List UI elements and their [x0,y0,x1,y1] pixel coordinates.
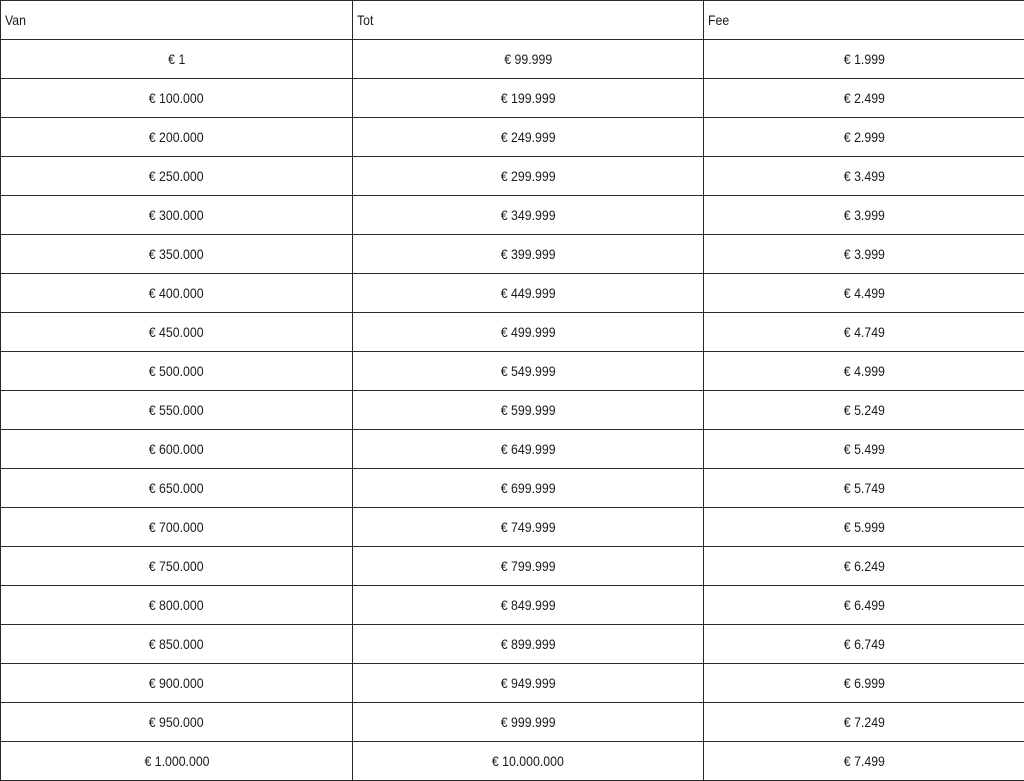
cell-tot [353,235,704,274]
cell-value: € 400.000 [149,285,204,301]
cell-value: € 300.000 [149,207,204,223]
cell-value: € 749.999 [501,519,556,535]
table-header [1,1,1024,40]
cell-value: € 6.499 [844,597,885,613]
cell-value: € 499.999 [501,324,556,340]
cell-van [1,547,353,586]
table-row [1,625,1024,664]
cell-van [1,586,353,625]
cell-van [1,703,353,742]
cell-value: € 800.000 [149,597,204,613]
cell-fee [704,313,1024,352]
cell-value: € 650.000 [149,480,204,496]
table-row [1,547,1024,586]
cell-van [1,274,353,313]
cell-tot [353,703,704,742]
cell-value: € 3.499 [844,168,885,184]
cell-value: € 550.000 [149,402,204,418]
cell-value: € 7.249 [844,714,885,730]
table-row [1,40,1024,79]
cell-value: € 299.999 [501,168,556,184]
table-row [1,664,1024,703]
column-header-tot [353,1,704,40]
cell-tot [353,391,704,430]
cell-value: € 1.999 [844,51,885,67]
table-row [1,157,1024,196]
cell-tot [353,40,704,79]
cell-value: € 349.999 [501,207,556,223]
cell-tot [353,625,704,664]
cell-fee [704,40,1024,79]
cell-value: € 1 [168,51,185,67]
cell-value: € 600.000 [149,441,204,457]
cell-van [1,118,353,157]
cell-value: € 700.000 [149,519,204,535]
cell-fee [704,469,1024,508]
cell-value: € 6.999 [844,675,885,691]
cell-value: € 799.999 [501,558,556,574]
table-row [1,235,1024,274]
cell-tot [353,352,704,391]
cell-van [1,157,353,196]
table-row [1,79,1024,118]
cell-value: € 999.999 [501,714,556,730]
cell-value: € 5.499 [844,441,885,457]
cell-value: € 699.999 [501,480,556,496]
cell-tot [353,79,704,118]
cell-value: € 5.999 [844,519,885,535]
cell-van [1,391,353,430]
cell-fee [704,391,1024,430]
cell-value: € 4.749 [844,324,885,340]
cell-fee [704,547,1024,586]
cell-value: € 750.000 [149,558,204,574]
cell-value: € 199.999 [501,90,556,106]
cell-value: € 100.000 [149,90,204,106]
cell-fee [704,352,1024,391]
cell-van [1,469,353,508]
table-row [1,586,1024,625]
cell-value: € 500.000 [149,363,204,379]
cell-tot [353,157,704,196]
cell-van [1,508,353,547]
cell-van [1,430,353,469]
cell-van [1,313,353,352]
cell-value: € 449.999 [501,285,556,301]
table-row [1,430,1024,469]
cell-value: € 4.499 [844,285,885,301]
cell-value: € 1.000.000 [144,753,209,769]
cell-value: € 849.999 [501,597,556,613]
cell-value: € 6.749 [844,636,885,652]
cell-tot [353,586,704,625]
cell-tot [353,469,704,508]
cell-tot [353,313,704,352]
cell-value: € 350.000 [149,246,204,262]
cell-fee [704,79,1024,118]
cell-fee [704,742,1024,781]
column-header-fee [704,1,1024,40]
cell-value: € 10.000.000 [492,753,564,769]
cell-fee [704,430,1024,469]
cell-van [1,40,353,79]
table-row [1,196,1024,235]
cell-value: € 899.999 [501,636,556,652]
cell-value: € 949.999 [501,675,556,691]
cell-fee [704,664,1024,703]
table-body [1,40,1024,781]
cell-tot [353,742,704,781]
column-header-label: Tot [357,12,373,28]
cell-fee [704,157,1024,196]
cell-van [1,664,353,703]
cell-value: € 3.999 [844,207,885,223]
cell-tot [353,664,704,703]
cell-tot [353,196,704,235]
cell-fee [704,274,1024,313]
cell-tot [353,274,704,313]
cell-value: € 599.999 [501,402,556,418]
cell-tot [353,430,704,469]
cell-value: € 950.000 [149,714,204,730]
cell-value: € 249.999 [501,129,556,145]
cell-value: € 549.999 [501,363,556,379]
cell-van [1,742,353,781]
cell-fee [704,625,1024,664]
cell-value: € 5.249 [844,402,885,418]
cell-fee [704,586,1024,625]
table-row [1,274,1024,313]
cell-value: € 250.000 [149,168,204,184]
cell-value: € 900.000 [149,675,204,691]
column-header-van [1,1,353,40]
table-row [1,313,1024,352]
cell-van [1,196,353,235]
cell-fee [704,235,1024,274]
cell-tot [353,547,704,586]
cell-tot [353,118,704,157]
cell-fee [704,703,1024,742]
cell-value: € 450.000 [149,324,204,340]
table-row [1,508,1024,547]
cell-tot [353,508,704,547]
cell-fee [704,118,1024,157]
cell-value: € 399.999 [501,246,556,262]
cell-fee [704,196,1024,235]
table-row [1,469,1024,508]
cell-van [1,235,353,274]
cell-van [1,79,353,118]
table-row [1,352,1024,391]
table-row [1,391,1024,430]
cell-van [1,625,353,664]
cell-value: € 200.000 [149,129,204,145]
cell-value: € 2.999 [844,129,885,145]
column-header-label: Fee [708,12,729,28]
cell-value: € 6.249 [844,558,885,574]
cell-van [1,352,353,391]
table-row [1,118,1024,157]
cell-value: € 3.999 [844,246,885,262]
cell-value: € 5.749 [844,480,885,496]
column-header-label: Van [5,12,26,28]
cell-value: € 850.000 [149,636,204,652]
cell-value: € 4.999 [844,363,885,379]
header-row [1,1,1024,40]
cell-value: € 99.999 [504,51,552,67]
cell-value: € 7.499 [844,753,885,769]
cell-fee [704,508,1024,547]
cell-value: € 2.499 [844,90,885,106]
table-row [1,742,1024,781]
cell-value: € 649.999 [501,441,556,457]
table-row [1,703,1024,742]
